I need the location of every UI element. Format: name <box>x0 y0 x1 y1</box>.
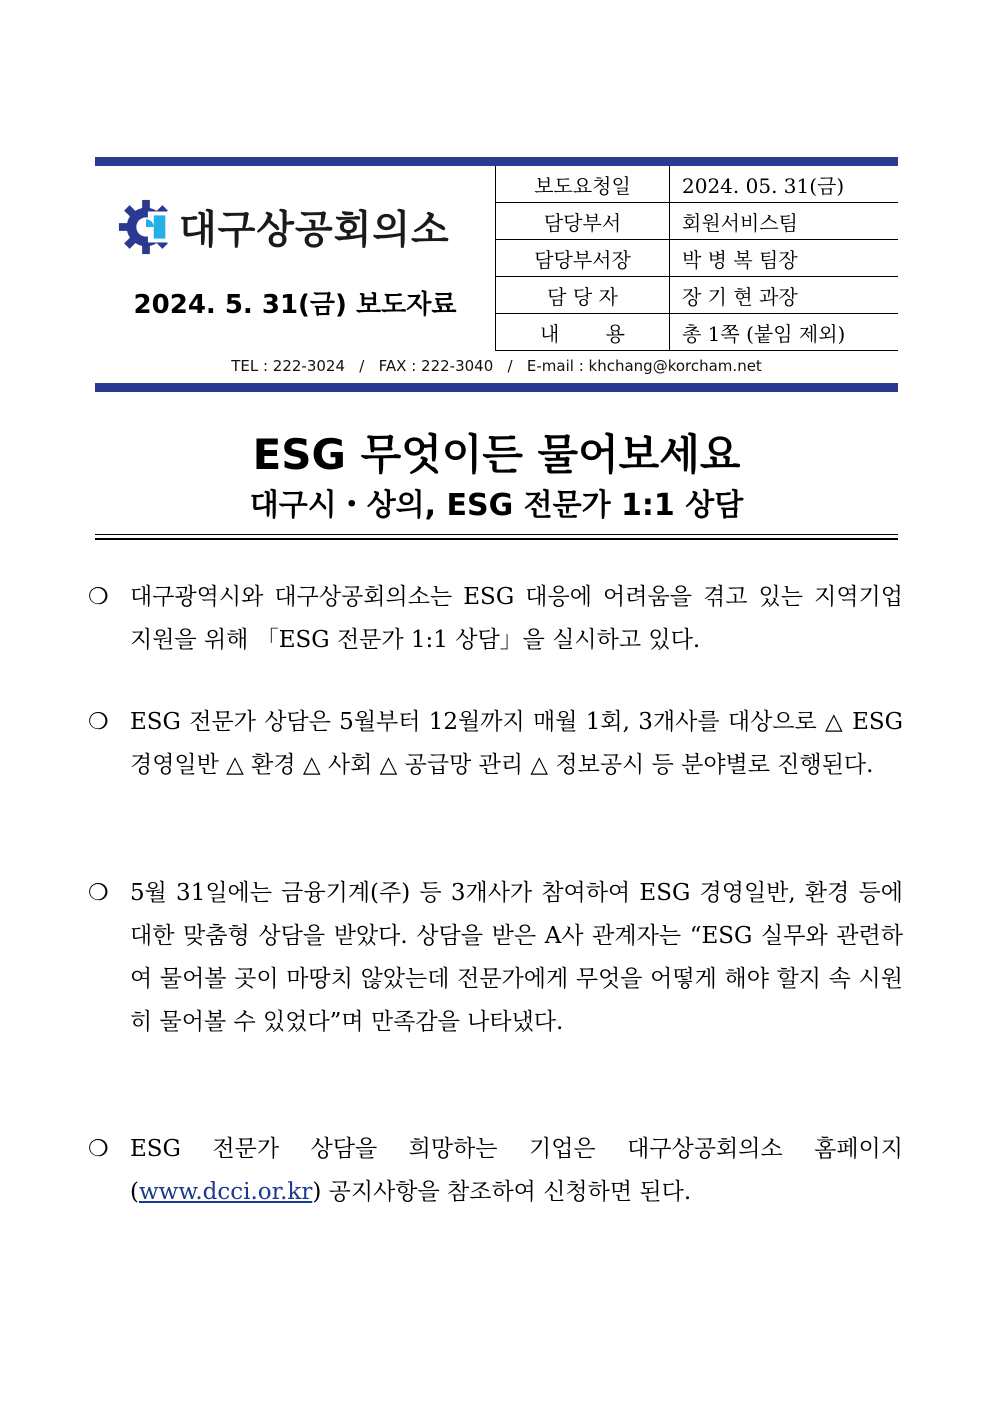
bullet-circle-icon: ❍ <box>88 709 109 735</box>
paragraph-text <box>130 1128 903 1214</box>
info-value: 장 기 현 과장 <box>670 277 899 314</box>
info-value: 회원서비스팀 <box>670 203 899 240</box>
headline: ESG 무엇이든 물어보세요 <box>252 430 741 479</box>
org-logo <box>117 198 450 256</box>
body-paragraph <box>88 1128 903 1214</box>
info-value: 2024. 05. 31(금) <box>670 166 899 203</box>
info-label: 담당부서장 <box>496 240 670 277</box>
homepage-link[interactable]: www.dcci.or.kr <box>138 1179 313 1205</box>
info-label: 내 용 <box>496 314 670 351</box>
release-info-table <box>495 166 898 351</box>
header-bottom-bar <box>95 383 898 392</box>
body-paragraph <box>88 872 903 1044</box>
info-value: 박 병 복 팀장 <box>670 240 899 277</box>
info-row <box>496 314 899 351</box>
logo-area <box>95 166 495 349</box>
info-value: 총 1쪽 (붙임 제외) <box>670 314 899 351</box>
info-label: 보도요청일 <box>496 166 670 203</box>
contact-line: TEL : 222-3024 / FAX : 222-3040 / E-mail : khchang@korcham.net <box>231 357 762 375</box>
paragraph-text: ESG 전문가 상담은 5월부터 12월까지 매월 1회, 3개사를 대상으로 △ ESG 경영일반 △ 환경 △ 사회 △ 공급망 관리 △ 정보공시 등 분야별로 진행된다. <box>130 709 903 778</box>
paragraph-text: 대구광역시와 대구상공회의소는 ESG 대응에 어려움을 겪고 있는 지역기업 지원을 위해 「ESG 전문가 1:1 상담」을 실시하고 있다. <box>130 584 903 653</box>
bullet-circle-icon: ❍ <box>88 584 109 610</box>
body-paragraph <box>88 576 903 662</box>
info-label: 담 당 자 <box>496 277 670 314</box>
bullet-circle-icon: ❍ <box>88 1136 109 1162</box>
gear-logo-icon <box>117 198 175 256</box>
info-row <box>496 166 899 203</box>
info-row <box>496 240 899 277</box>
body-paragraph <box>88 701 903 787</box>
press-release-header <box>95 166 898 349</box>
release-date-label: 2024. 5. 31(금) 보도자료 <box>133 290 457 320</box>
paragraph-text: 5월 31일에는 금융기계(주) 등 3개사가 참여하여 ESG 경영일반, 환경 등에 대한 맞춤형 상담을 받았다. 상담을 받은 A사 관계자는 “ESG 실무와 관련하여 물어볼 곳이 마땅치 않았는데 전문가에게 무엇을 어떻게 해야 할지 속 시원히 물어볼 수 있었다”며 만족감을 나타냈다. <box>130 880 903 1035</box>
paragraph-text-before: ESG 전문가 상담을 희망하는 기업은 대구상공회의소 홈페이지 ( <box>130 1136 903 1205</box>
bullet-circle-icon: ❍ <box>88 880 109 906</box>
org-name: 대구상공회의소 <box>179 208 450 253</box>
info-row <box>496 203 899 240</box>
title-rule-thick <box>95 538 898 540</box>
title-rule-thin <box>95 534 898 535</box>
header-top-bar <box>95 157 898 166</box>
paragraph-text-after: ) 공지사항을 참조하여 신청하면 된다. <box>312 1179 692 1205</box>
info-row <box>496 277 899 314</box>
info-label: 담당부서 <box>496 203 670 240</box>
sub-headline: 대구시・상의, ESG 전문가 1:1 상담 <box>249 488 744 523</box>
